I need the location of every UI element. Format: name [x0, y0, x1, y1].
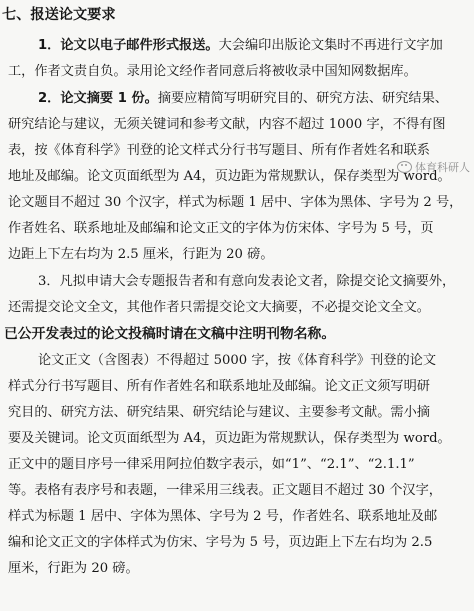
paragraph-4-line-3: 究目的、研究方法、研究结果、研究结论与建议、主要参考文献。需小摘: [8, 405, 430, 420]
paragraph-4-line-5: 正文中的题目序号一律采用阿拉伯数字表示，如“1”、“2.1”、“2.1.1”: [8, 457, 415, 472]
paragraph-2-line-6: 作者姓名、联系地址及邮编和论文正文的字体为仿宋体、字号为 5 号，页: [8, 221, 434, 236]
paragraph-2-line-3: 表，按《体育科学》刊登的论文样式分行书写题目、所有作者姓名和联系: [8, 143, 430, 158]
watermark-text: 体育科研人: [415, 161, 470, 174]
paragraph-3-line-1: 3．凡拟申请大会专题报告者和有意向发表论文者，除提交论文摘要外，: [38, 274, 456, 289]
paragraph-4-line-4: 要及关键词。论文页面纸型为 A4，页边距为常规默认，保存类型为 word。: [8, 431, 451, 446]
paragraph-3-line-2: 还需提交论文全文，其他作者只需提交论文大摘要，不必提交论文全文。: [8, 300, 430, 315]
paragraph-2-rest: 摘要应精简写明研究目的、研究方法、研究结果、: [157, 91, 448, 106]
paragraph-4-line-7: 样式为标题 1 居中、字体为黑体、字号为 2 号，作者姓名、联系地址及邮: [8, 509, 438, 524]
paragraph-2-lead: 2．论文摘要 1 份。: [38, 91, 158, 106]
paragraph-4-line-8: 编和论文正文的字体样式为仿宋、字号为 5 号，页边距上下左右均为 2.5: [8, 535, 433, 550]
paragraph-2-line-7: 边距上下左右均为 2.5 厘米，行距为 20 磅。: [8, 247, 274, 262]
paragraph-2-line-4: 地址及邮编。论文页面纸型为 A4，页边距为常规默认，保存类型为 word。: [8, 169, 451, 184]
paragraph-2-line-2: 研究结论与建议，无须关键词和参考文献，内容不超过 1000 字，不得有图: [8, 117, 446, 132]
section-heading: 七、报送论文要求: [2, 7, 116, 23]
wechat-icon: [397, 161, 412, 173]
paragraph-1-line-1: [38, 37, 443, 55]
watermark: [397, 159, 470, 175]
paragraph-1-lead: 1．论文以电子邮件形式报送。: [38, 38, 219, 53]
paragraph-2-line-1: [38, 90, 448, 108]
notice-line: 已公开发表过的论文投稿时请在文稿中注明刊物名称。: [4, 326, 336, 342]
paragraph-4-line-9: 厘米，行距为 20 磅。: [8, 561, 139, 576]
paragraph-1-rest: 大会编印出版论文集时不再进行文字加: [218, 38, 443, 53]
paragraph-4-line-6: 等。表格有表序号和表题，一律采用三线表。正文题目不超过 30 个汉字，: [8, 483, 442, 498]
paragraph-4-line-1: 论文正文（含图表）不得超过 5000 字，按《体育科学》刊登的论文: [38, 353, 437, 368]
paragraph-2-line-5: 论文题目不超过 30 个汉字，样式为标题 1 居中、字体为黑体、字号为 2 号，: [8, 195, 463, 210]
paragraph-1-line-2: 工，作者文责自负。录用论文经作者同意后将被收录中国知网数据库。: [8, 64, 417, 79]
paragraph-4-line-2: 样式分行书写题目、所有作者姓名和联系地址及邮编。论文正文须写明研: [8, 379, 430, 394]
